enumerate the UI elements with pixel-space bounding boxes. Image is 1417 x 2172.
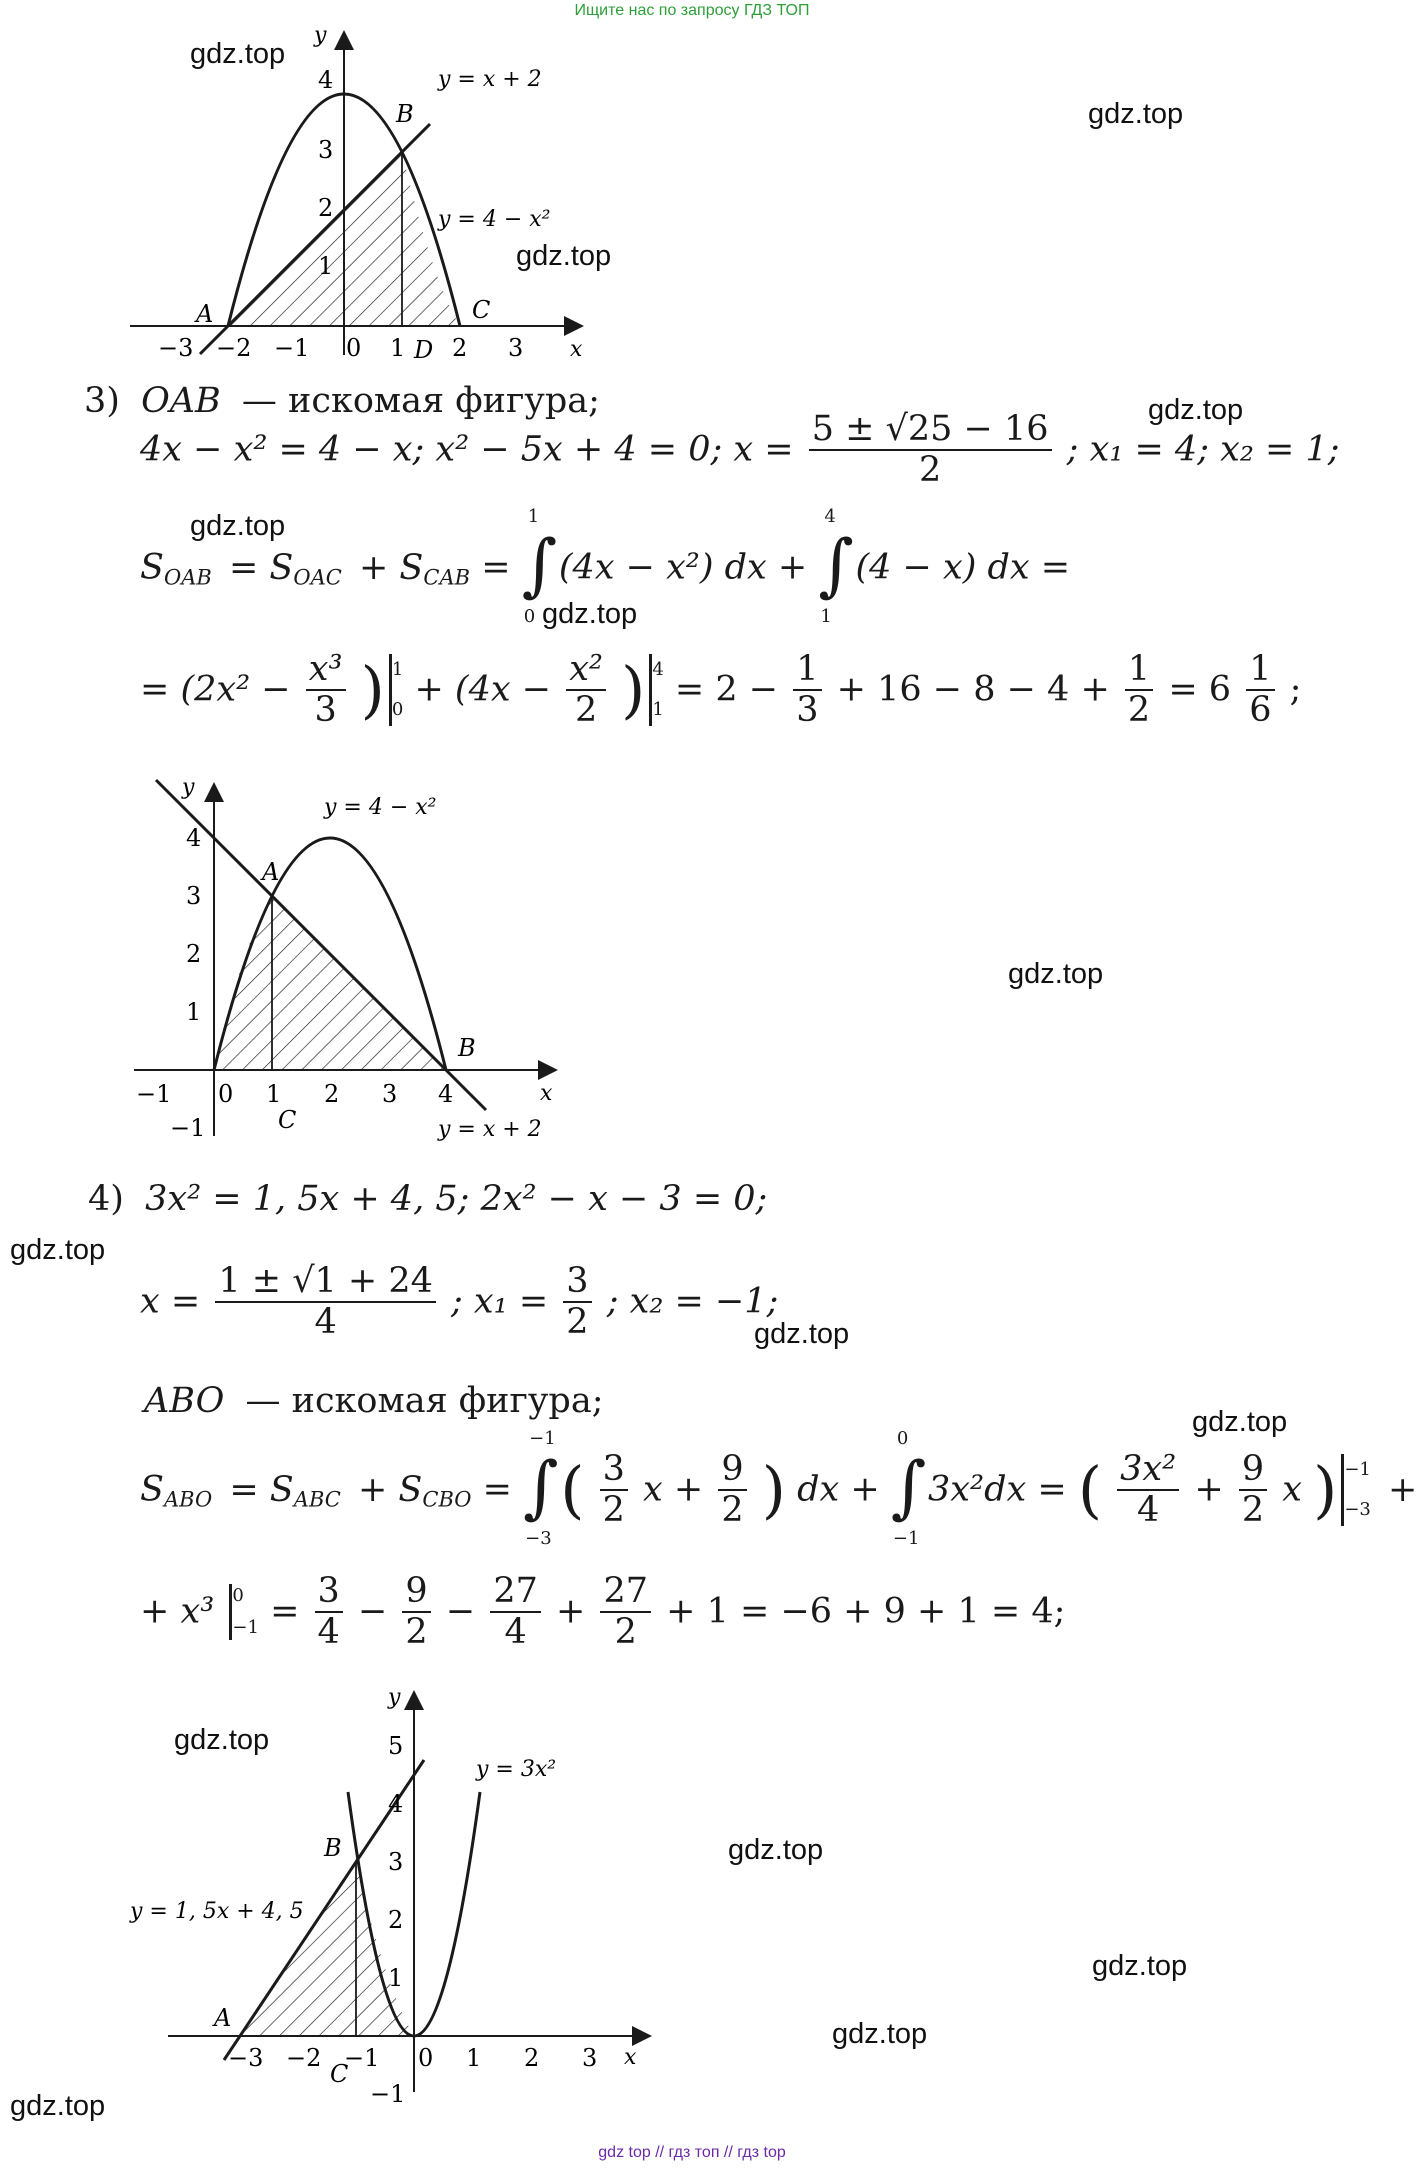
point-label: C: [278, 1106, 297, 1134]
line-label: y = 1, 5x + 4, 5: [130, 1899, 304, 1924]
tick-label: 2: [388, 1906, 404, 1934]
axis-label-y: y: [388, 1685, 401, 1710]
tick-label: −1: [170, 1114, 206, 1142]
axis-label-x: x: [624, 2045, 637, 2070]
curve-label: y = 4 − x²: [438, 207, 551, 232]
tick-label: −1: [344, 2044, 380, 2072]
line-label: y = x + 2: [438, 67, 542, 92]
tick-label: 1: [466, 2044, 482, 2072]
tick-label: 5: [388, 1732, 404, 1760]
tick-label: 3: [508, 334, 524, 362]
line-label: y = x + 2: [438, 1117, 542, 1142]
graph-2: [120, 776, 580, 1156]
tick-label: −2: [286, 2044, 322, 2072]
part3-evaluation: = (2x² − $\frac{\text{x³}}{3}$ ) 1 0 + (4x − $\frac{\text{x²}}{2}$ ) 4 1 = 2 − $\frac{1}{3}$ + 16 − 8 − 4 + $\frac{1}{2}$ = 6 $\frac{1}{6}$ ;: [140, 649, 1302, 730]
tick-label: 1: [388, 1964, 404, 1992]
part4-heading: ABO — искомая фигура;: [144, 1381, 604, 1421]
watermark: gdz.top: [1192, 1406, 1288, 1438]
tick-label: −1: [370, 2080, 406, 2108]
part3-area-integral: $S_{OAB} = S_{OAC} + S_{CAB}$ = ∫ 1 0 (4x − x²) dx + ∫ 4 1 (4 − x) dx =: [140, 506, 1071, 627]
point-label: A: [262, 858, 280, 886]
watermark: gdz.top: [516, 240, 612, 272]
tick-label: 2: [524, 2044, 540, 2072]
tick-label: 1: [390, 334, 406, 362]
watermark: gdz.top: [1088, 98, 1184, 130]
watermark: gdz.top: [1148, 394, 1244, 426]
point-label: B: [458, 1034, 476, 1062]
watermark: gdz.top: [542, 598, 638, 630]
watermark: gdz.top: [190, 510, 286, 542]
tick-label: 1: [266, 1080, 282, 1108]
point-label: C: [472, 296, 491, 324]
tick-label: 0: [218, 1080, 234, 1108]
tick-label: 4: [186, 824, 202, 852]
tick-label: 0: [346, 334, 362, 362]
watermark: gdz.top: [754, 1318, 850, 1350]
point-label: D: [414, 336, 434, 364]
tick-label: 1: [318, 252, 334, 280]
axis-label-y: y: [182, 775, 195, 800]
part4-evaluation: + x³ 0 −1 = $\frac{3}{4}$ − $\frac{9}{2}$ − $\frac{27}{4}$ + $\frac{27}{2}$ + 1 = −6 + 9 + 1 = 4;: [140, 1571, 1066, 1652]
footer-links[interactable]: gdz top // гдз топ // гдз top: [598, 2144, 786, 2161]
tick-label: 2: [452, 334, 468, 362]
watermark: gdz.top: [10, 1234, 106, 1266]
part4-roots: x = $\frac{1 \pm √1 + 24}{4}$ ; x₁ = $\frac{3}{2}$ ; x₂ = −1;: [140, 1261, 779, 1342]
point-label: A: [196, 300, 214, 328]
axis-label-x: x: [570, 337, 583, 362]
axis-label-x: x: [540, 1081, 553, 1106]
part4-equation: 4) 3x² = 1, 5x + 4, 5; 2x² − x − 3 = 0;: [88, 1179, 768, 1219]
tick-label: 3: [318, 136, 334, 164]
point-label: B: [324, 1834, 342, 1862]
tick-label: −1: [136, 1080, 172, 1108]
tick-label: 3: [388, 1848, 404, 1876]
watermark: gdz.top: [1092, 1950, 1188, 1982]
watermark: gdz.top: [10, 2090, 106, 2122]
tick-label: 3: [186, 882, 202, 910]
tick-label: 4: [318, 66, 334, 94]
point-label: C: [330, 2060, 349, 2088]
tick-label: 4: [388, 1790, 404, 1818]
graph-1: [120, 20, 600, 365]
tick-label: 4: [438, 1080, 454, 1108]
tick-label: 2: [324, 1080, 340, 1108]
tick-label: 3: [582, 2044, 598, 2072]
tick-label: −1: [274, 334, 310, 362]
point-label: A: [214, 2004, 232, 2032]
part3-equation: 4x − x² = 4 − x; x² − 5x + 4 = 0; x = $\frac{5 \pm √25 - 16}{2}$ ; x₁ = 4; x₂ = 1;: [140, 409, 1340, 490]
curve-label: y = 4 − x²: [324, 795, 437, 820]
tick-label: 0: [418, 2044, 434, 2072]
point-label: B: [396, 100, 414, 128]
tick-label: 2: [318, 194, 334, 222]
tick-label: 2: [186, 940, 202, 968]
part3-heading: 3) OAB — искомая фигура;: [84, 381, 600, 421]
search-banner[interactable]: Ищите нас по запросу ГДЗ ТОП: [574, 2, 810, 19]
watermark: gdz.top: [728, 1834, 824, 1866]
part4-area-integral: $S_{ABO} = S_{ABC} + S_{CBO}$ = ∫ −1 −3 ( $\frac{3}{2}$ x + $\frac{9}{2}$ ) dx + ∫ 0 −1 3x²dx = ( $\frac{\text{3x²}}{4}$ + $\frac{9}{2}$ x ) −1 −3 +: [140, 1428, 1417, 1549]
tick-label: −2: [216, 334, 252, 362]
tick-label: 1: [186, 998, 202, 1026]
axis-label-y: y: [314, 23, 327, 48]
curve-label: y = 3x²: [476, 1757, 557, 1782]
tick-label: −3: [228, 2044, 264, 2072]
tick-label: 3: [382, 1080, 398, 1108]
watermark: gdz.top: [832, 2018, 928, 2050]
watermark: gdz.top: [174, 1724, 270, 1756]
watermark: gdz.top: [190, 38, 286, 70]
watermark: gdz.top: [1008, 958, 1104, 990]
graph-3: [120, 1680, 680, 2110]
tick-label: −3: [158, 334, 194, 362]
